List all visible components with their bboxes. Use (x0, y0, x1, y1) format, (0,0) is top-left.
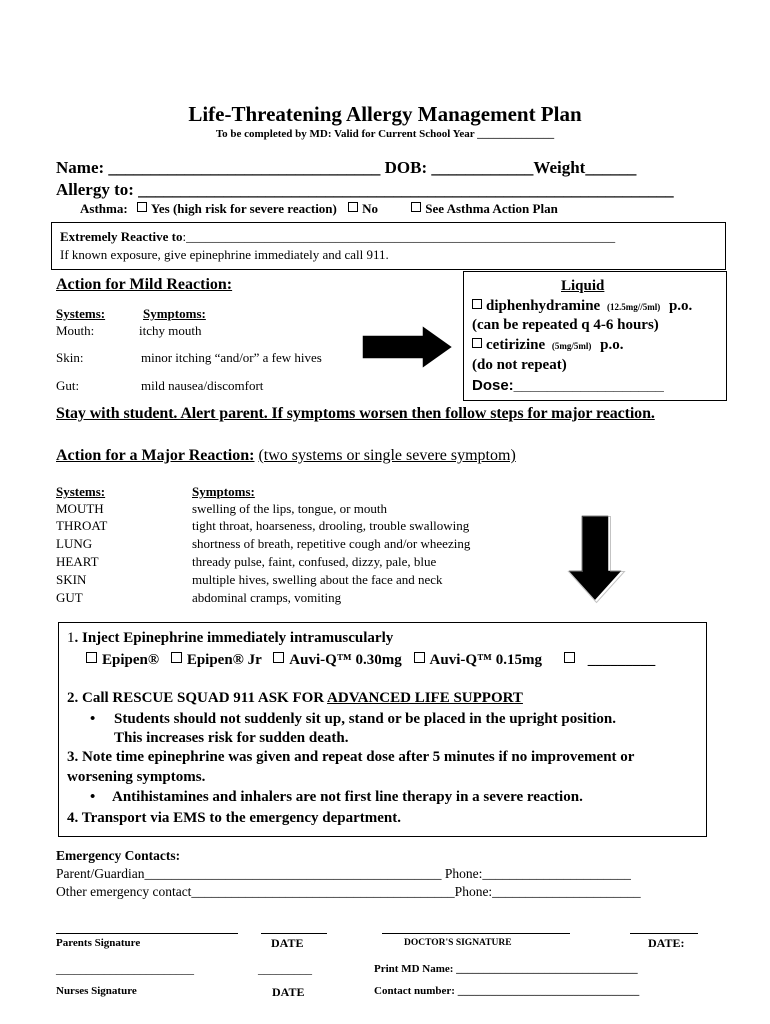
auvi-q-030-checkbox[interactable] (273, 652, 284, 663)
asthma-label: Asthma: (80, 201, 128, 216)
mild-symptom-mouth: itchy mouth (139, 323, 202, 338)
advanced-life-support: ADVANCED LIFE SUPPORT (327, 690, 523, 706)
other-epinephrine-blank[interactable]: _________ (587, 652, 656, 668)
exposure-note: If known exposure, give epinephrine immediately and call 911. (60, 247, 389, 262)
mild-instruction: Stay with student. Alert parent. If symptoms worsen then follow steps for major reaction. (56, 405, 655, 422)
mild-system-skin: Skin: (56, 350, 84, 365)
dose-field[interactable]: Dose:__________________ (472, 377, 664, 394)
major-systems-header: Systems: (56, 484, 106, 499)
major-system-throat: THROAT (56, 518, 108, 533)
asthma-no-label: No (362, 201, 379, 216)
mild-symptoms-header: Symptoms: (143, 306, 206, 321)
diphenhydramine-name: diphenhydramine (486, 298, 601, 314)
extremely-reactive-blank: :__________________________________________________________________ (182, 229, 616, 244)
step3-line2: worsening symptoms. (67, 769, 206, 785)
doctor-signature-line[interactable] (382, 933, 570, 934)
step3-bullet-dot: • (90, 789, 96, 805)
asthma-plan-label: See Asthma Action Plan (425, 201, 558, 216)
asthma-yes-checkbox[interactable] (137, 202, 147, 212)
auvi-q-030-label: Auvi-Q™ 0.30mg (289, 652, 402, 668)
step2-line (67, 690, 523, 707)
page-title: Life-Threatening Allergy Management Plan (188, 102, 582, 126)
major-symptom-mouth: swelling of the lips, tongue, or mouth (192, 501, 387, 516)
diphenhydramine-row[interactable] (472, 298, 692, 315)
major-reaction-heading-row (56, 447, 516, 465)
auvi-q-015-label: Auvi-Q™ 0.15mg (429, 652, 543, 668)
epipen-checkbox[interactable] (86, 652, 97, 663)
mild-system-gut: Gut: (56, 378, 80, 393)
asthma-row (80, 201, 558, 217)
major-symptom-heart: thready pulse, faint, confused, dizzy, pale, blue (192, 554, 437, 569)
other-contact-line[interactable]: Other emergency contact_______________________________________Phone:______________________ (56, 884, 641, 899)
parent-guardian-line[interactable]: Parent/Guardian____________________________________________ Phone:______________________ (56, 866, 631, 881)
doctor-signature-label: DOCTOR'S SIGNATURE (404, 938, 512, 948)
mild-reaction-heading: Action for Mild Reaction: (56, 276, 233, 293)
step4-line: 4. Transport via EMS to the emergency department. (67, 810, 401, 826)
allergy-to-line[interactable]: Allergy to: _______________________________________________________________ (56, 180, 674, 199)
step1-heading (67, 630, 393, 647)
step1-number: 1 (67, 630, 75, 646)
step2-text: 2. Call RESCUE SQUAD 911 ASK FOR (67, 690, 328, 706)
major-reaction-note: (two systems or single severe symptom) (258, 447, 516, 464)
cetirizine-route: p.o. (600, 337, 624, 353)
step2-bullet-dot: • (90, 711, 96, 727)
nurse-signature-line[interactable]: _______________________ (56, 962, 194, 976)
extremely-reactive-label: Extremely Reactive to (60, 229, 183, 244)
asthma-no-checkbox[interactable] (348, 202, 358, 212)
date1-label: DATE (271, 936, 304, 950)
mild-system-mouth: Mouth: (56, 323, 95, 338)
parents-signature-label: Parents Signature (56, 937, 141, 949)
major-system-heart: HEART (56, 554, 99, 569)
major-system-gut: GUT (56, 590, 83, 605)
major-symptom-skin: multiple hives, swelling about the face and neck (192, 572, 443, 587)
mild-symptom-gut: mild nausea/discomfort (141, 378, 264, 393)
diphenhydramine-route: p.o. (668, 298, 693, 314)
date3-label: DATE (272, 985, 305, 999)
step3-bullet: Antihistamines and inhalers are not first line therapy in a severe reaction. (112, 789, 583, 805)
diphenhydramine-checkbox[interactable] (472, 299, 482, 309)
cetirizine-concentration: (5mg/5ml) (551, 341, 592, 351)
step1-text: . Inject Epinephrine immediately intramuscularly (74, 630, 394, 646)
nurse-date-line[interactable]: _________ (258, 962, 312, 976)
mild-systems-header: Systems: (56, 306, 106, 321)
epipen-label: Epipen® (102, 652, 160, 668)
parents-signature-line[interactable] (56, 933, 238, 934)
major-symptom-throat: tight throat, hoarseness, drooling, trouble swallowing (192, 518, 470, 533)
cetirizine-checkbox[interactable] (472, 338, 482, 348)
major-symptom-gut: abdominal cramps, vomiting (192, 590, 342, 605)
step2-bullet-line2: This increases risk for sudden death. (114, 730, 349, 746)
major-system-lung: LUNG (56, 536, 93, 551)
liquid-header: Liquid (561, 278, 605, 294)
emergency-contacts-heading: Emergency Contacts: (56, 848, 181, 863)
nurses-signature-label: Nurses Signature (56, 985, 137, 997)
extremely-reactive-line[interactable] (60, 229, 615, 245)
diphenhydramine-concentration: (12.5mg//5ml) (606, 302, 661, 312)
epipen-jr-checkbox[interactable] (171, 652, 182, 663)
auvi-q-015-checkbox[interactable] (414, 652, 425, 663)
epinephrine-options-row (86, 652, 655, 669)
down-arrow-icon (564, 512, 626, 604)
diphenhydramine-note: (can be repeated q 4-6 hours) (472, 317, 659, 333)
print-md-name[interactable]: Print MD Name: _________________________________ (374, 963, 638, 975)
major-symptoms-header: Symptoms: (192, 484, 255, 499)
step3-line1: 3. Note time epinephrine was given and repeat dose after 5 minutes if no improvement or (67, 749, 635, 765)
step2-bullet-line1: Students should not suddenly sit up, stand or be placed in the upright position. (114, 711, 616, 727)
major-reaction-heading: Action for a Major Reaction: (56, 447, 255, 464)
other-epinephrine-checkbox[interactable] (564, 652, 575, 663)
major-system-skin: SKIN (56, 572, 87, 587)
cetirizine-name: cetirizine (486, 337, 546, 353)
date2-line[interactable] (630, 933, 698, 934)
epipen-jr-label: Epipen® Jr (186, 652, 262, 668)
cetirizine-note: (do not repeat) (472, 357, 567, 373)
page-subtitle: To be completed by MD: Valid for Current School Year ______________ (215, 128, 555, 140)
major-system-mouth: MOUTH (56, 501, 104, 516)
right-arrow-icon (358, 322, 458, 372)
major-symptom-lung: shortness of breath, repetitive cough and/or wheezing (192, 536, 471, 551)
cetirizine-row[interactable] (472, 337, 623, 354)
contact-number[interactable]: Contact number: _________________________________ (374, 985, 640, 997)
asthma-yes-label: Yes (high risk for severe reaction) (150, 201, 337, 216)
name-dob-weight-line[interactable]: Name: ________________________________ DOB: ____________Weight______ (56, 158, 637, 177)
mild-symptom-skin: minor itching “and/or” a few hives (141, 350, 322, 365)
date1-line[interactable] (261, 933, 327, 934)
asthma-plan-checkbox[interactable] (411, 202, 421, 212)
date2-label: DATE: (648, 936, 685, 950)
